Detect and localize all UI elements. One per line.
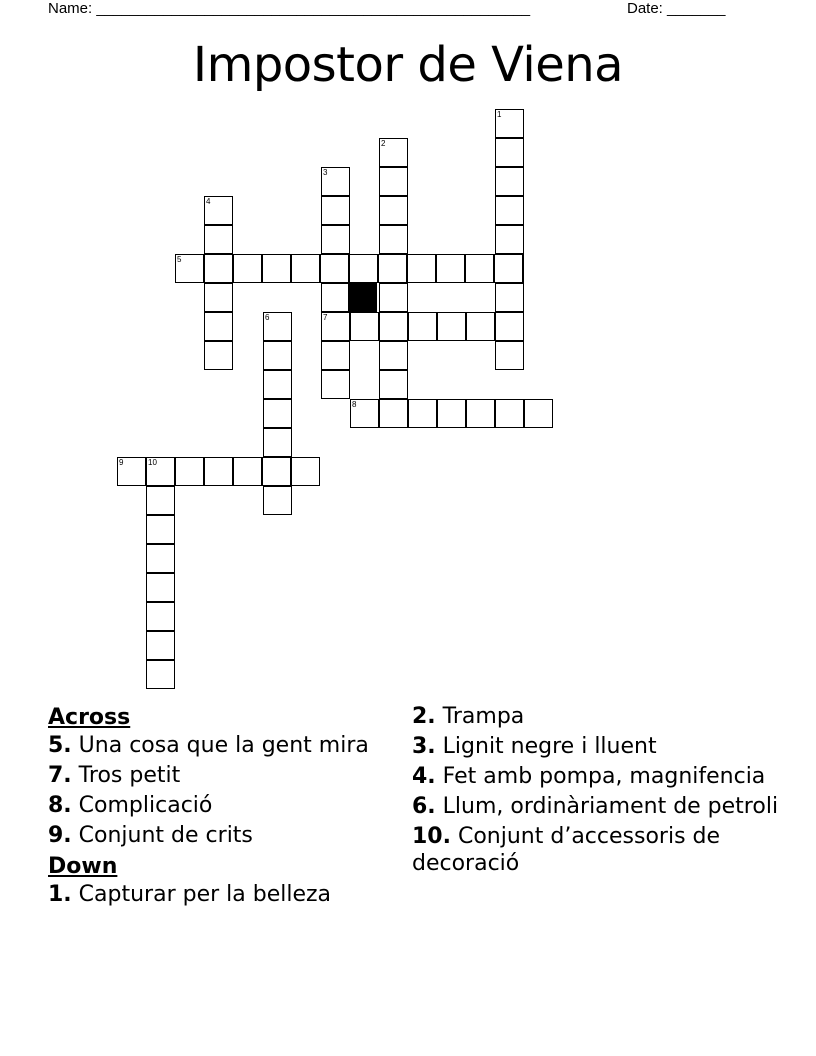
clue-number: 2. — [412, 704, 436, 729]
grid-cell[interactable] — [204, 225, 233, 254]
grid-cell[interactable] — [146, 660, 175, 689]
grid-cell[interactable] — [233, 457, 262, 486]
grid-cell[interactable] — [495, 399, 524, 428]
grid-cell[interactable] — [146, 631, 175, 660]
date-field-line[interactable]: Date: _______ — [627, 0, 726, 17]
clue-text: Llum, ordinàriament de petroli — [442, 794, 779, 819]
grid-cell[interactable] — [379, 312, 408, 341]
grid-cell[interactable] — [321, 167, 350, 196]
across-clue-7 — [48, 762, 378, 789]
grid-cell[interactable] — [349, 254, 378, 283]
grid-cell[interactable] — [437, 312, 466, 341]
cell-number: 5 — [177, 255, 182, 264]
grid-cell[interactable] — [466, 399, 495, 428]
clues-column-left — [48, 703, 378, 911]
across-clue-5 — [48, 732, 378, 759]
clue-number: 7. — [48, 763, 72, 788]
grid-cell[interactable] — [350, 312, 379, 341]
clues-column-right — [412, 703, 782, 880]
grid-cell[interactable] — [146, 573, 175, 602]
grid-cell[interactable] — [321, 341, 350, 370]
grid-cell[interactable] — [321, 196, 350, 225]
clue-text: Complicació — [78, 793, 213, 818]
down-clue-6 — [412, 793, 782, 820]
cell-number: 3 — [323, 168, 328, 177]
cell-number: 9 — [119, 458, 124, 467]
grid-cell[interactable] — [495, 283, 524, 312]
down-clue-1 — [48, 881, 378, 908]
grid-cell[interactable] — [379, 138, 408, 167]
clue-number: 6. — [412, 794, 436, 819]
grid-cell[interactable] — [146, 486, 175, 515]
clue-text: Fet amb pompa, magnifencia — [442, 764, 766, 789]
grid-cell[interactable] — [263, 341, 292, 370]
cell-number: 8 — [352, 400, 357, 409]
cell-number: 7 — [323, 313, 328, 322]
grid-cell[interactable] — [350, 399, 379, 428]
clue-text: Conjunt d’accessoris de decoració — [412, 824, 721, 876]
grid-cell[interactable] — [495, 109, 524, 138]
grid-cell[interactable] — [495, 225, 524, 254]
clue-text: Tros petit — [78, 763, 181, 788]
grid-cell[interactable] — [524, 399, 553, 428]
puzzle-title: Impostor de Viena — [192, 37, 624, 93]
grid-cell[interactable] — [204, 196, 233, 225]
grid-cell[interactable] — [146, 544, 175, 573]
grid-cell[interactable] — [495, 341, 524, 370]
grid-cell[interactable] — [379, 225, 408, 254]
clue-number: 9. — [48, 823, 72, 848]
grid-cell[interactable] — [263, 486, 292, 515]
down-heading: Down — [48, 854, 118, 879]
cell-number: 1 — [497, 110, 502, 119]
down-clue-2 — [412, 703, 782, 730]
grid-cell[interactable] — [466, 312, 495, 341]
grid-cell[interactable] — [262, 457, 291, 486]
clue-number: 4. — [412, 764, 436, 789]
grid-cell[interactable] — [436, 254, 465, 283]
clue-text: Trampa — [442, 704, 525, 729]
across-clue-9 — [48, 822, 378, 849]
clue-number: 3. — [412, 734, 436, 759]
name-field-line[interactable]: Name: ____________________________________________________ — [48, 0, 531, 17]
grid-cell[interactable] — [379, 399, 408, 428]
grid-cell[interactable] — [437, 399, 466, 428]
grid-cell[interactable] — [263, 399, 292, 428]
down-clue-4 — [412, 763, 782, 790]
grid-cell[interactable] — [291, 457, 320, 486]
grid-cell[interactable] — [379, 341, 408, 370]
clue-number: 1. — [48, 882, 72, 907]
grid-cell[interactable] — [146, 515, 175, 544]
down-clue-3 — [412, 733, 782, 760]
grid-cell[interactable] — [379, 167, 408, 196]
clue-text: Una cosa que la gent mira — [78, 733, 369, 758]
grid-cell[interactable] — [291, 254, 320, 283]
grid-cell[interactable] — [408, 312, 437, 341]
grid-cell[interactable] — [379, 370, 408, 399]
grid-cell[interactable] — [495, 312, 524, 341]
grid-cell[interactable] — [494, 254, 523, 283]
grid-cell[interactable] — [262, 254, 291, 283]
grid-cell[interactable] — [495, 138, 524, 167]
clue-number: 8. — [48, 793, 72, 818]
grid-cell[interactable] — [495, 196, 524, 225]
grid-cell[interactable] — [204, 312, 233, 341]
cell-number: 2 — [381, 139, 386, 148]
clue-text: Conjunt de crits — [78, 823, 253, 848]
grid-cell[interactable] — [320, 254, 349, 283]
across-clue-8 — [48, 792, 378, 819]
grid-cell[interactable] — [407, 254, 436, 283]
grid-cell[interactable] — [321, 283, 350, 312]
grid-cell[interactable] — [465, 254, 494, 283]
clue-number: 5. — [48, 733, 72, 758]
grid-cell[interactable] — [204, 341, 233, 370]
grid-cell[interactable] — [321, 370, 350, 399]
clue-text: Capturar per la belleza — [78, 882, 332, 907]
grid-cell[interactable] — [146, 602, 175, 631]
grid-cell[interactable] — [379, 283, 408, 312]
grid-cell[interactable] — [263, 428, 292, 457]
grid-cell[interactable] — [204, 283, 233, 312]
across-heading: Across — [48, 705, 131, 730]
grid-cell[interactable] — [204, 457, 233, 486]
cell-number: 6 — [265, 313, 270, 322]
clue-text: Lignit negre i lluent — [442, 734, 657, 759]
grid-cell[interactable] — [321, 225, 350, 254]
cell-number: 4 — [206, 197, 211, 206]
grid-cell[interactable] — [175, 457, 204, 486]
grid-cell[interactable] — [495, 167, 524, 196]
grid-cell[interactable] — [146, 457, 175, 486]
clue-number: 10. — [412, 824, 451, 849]
grid-cell[interactable] — [233, 254, 262, 283]
grid-cell[interactable] — [263, 312, 292, 341]
grid-cell[interactable] — [204, 254, 233, 283]
grid-cell[interactable] — [408, 399, 437, 428]
grid-cell[interactable] — [321, 312, 350, 341]
grid-cell[interactable] — [175, 254, 204, 283]
cell-number: 10 — [148, 458, 157, 467]
grid-cell[interactable] — [263, 370, 292, 399]
grid-cell[interactable] — [379, 196, 408, 225]
down-clue-10 — [412, 823, 782, 877]
grid-cell[interactable] — [378, 254, 407, 283]
black-cell — [348, 283, 377, 312]
grid-cell[interactable] — [117, 457, 146, 486]
